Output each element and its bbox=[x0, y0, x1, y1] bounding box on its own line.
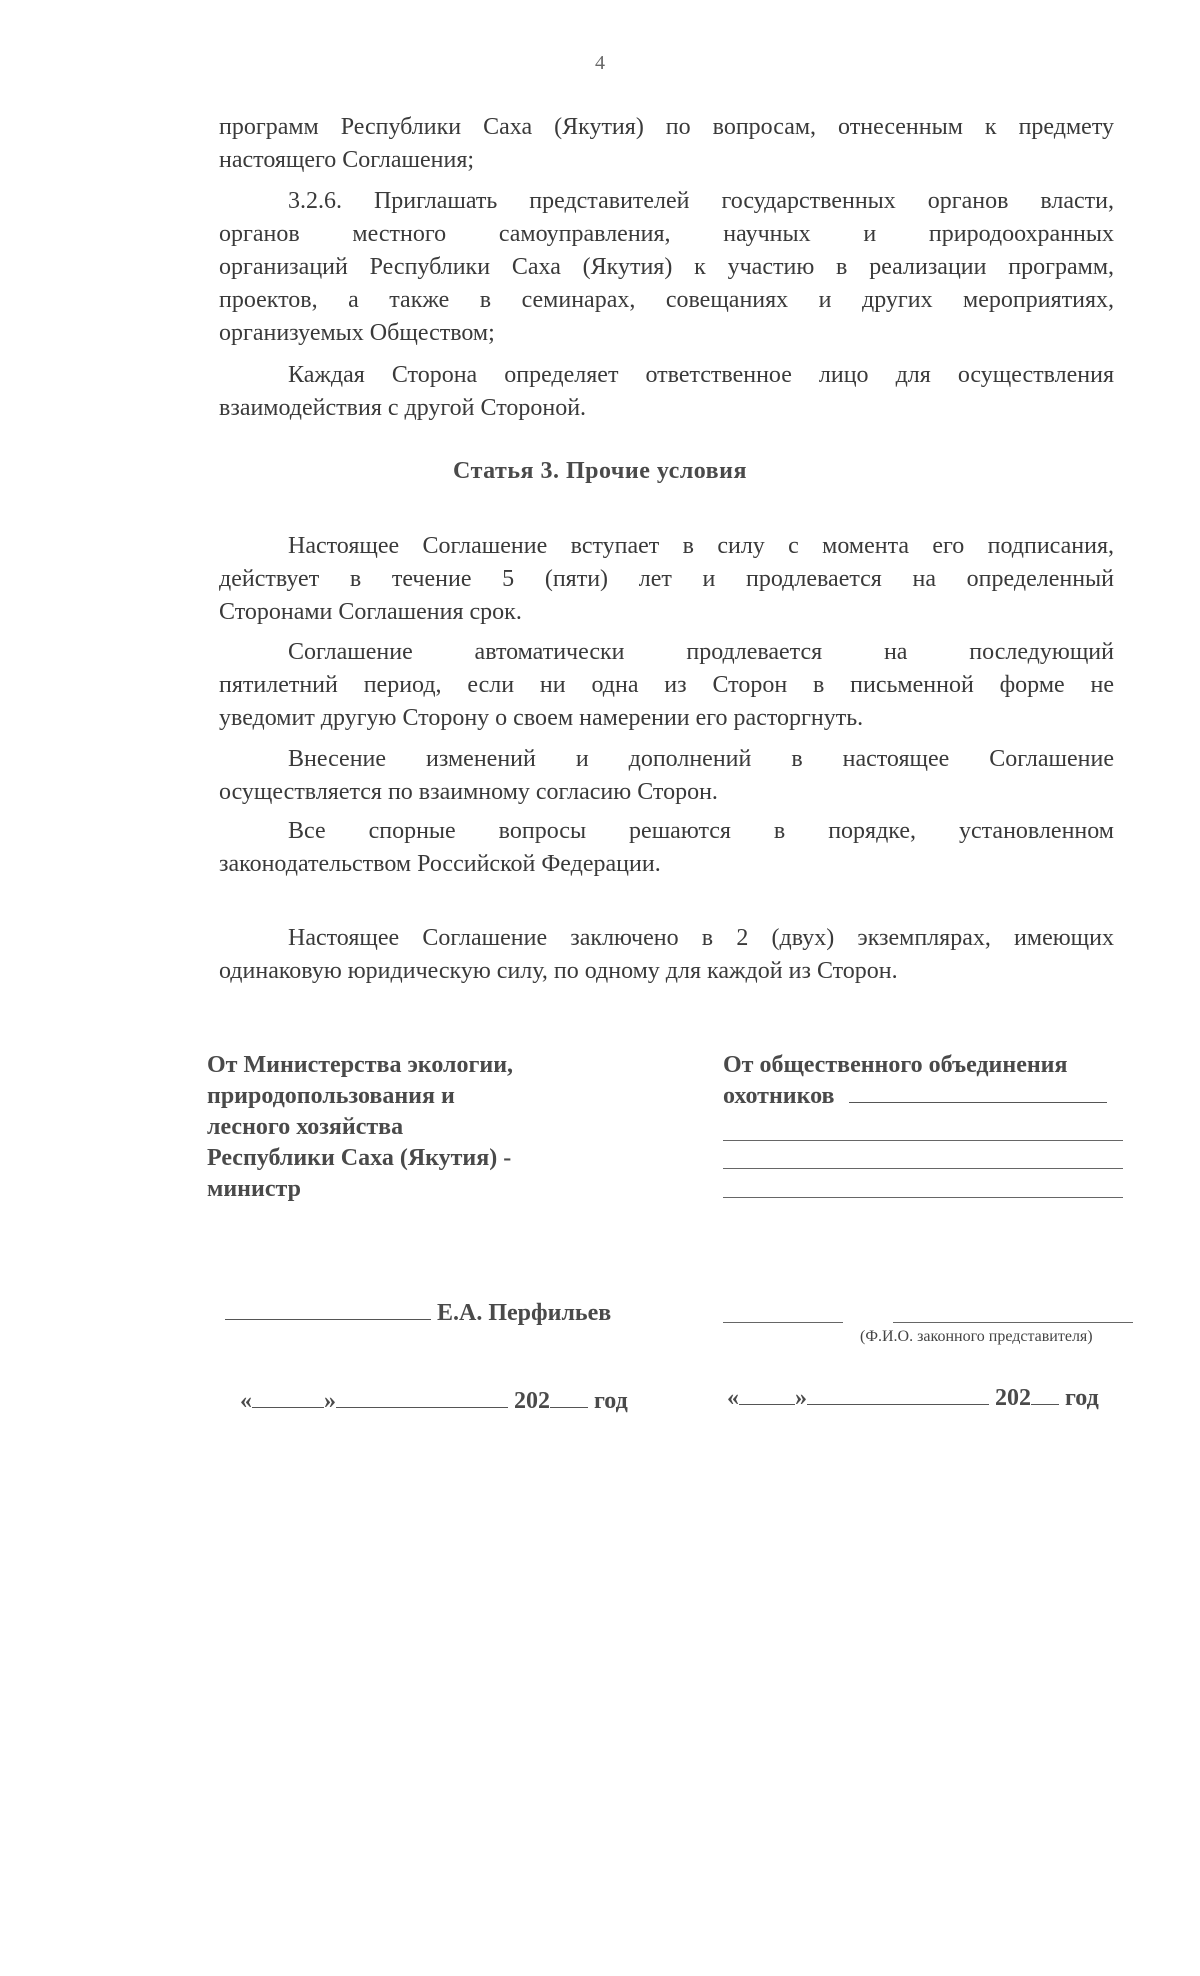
text-line: Внесение изменений и дополнений в настоящее Соглашение bbox=[288, 746, 1114, 772]
party-line: Республики Саха (Якутия) - bbox=[207, 1145, 512, 1171]
text-line: законодательством Российской Федерации. bbox=[219, 851, 661, 877]
text-line: действует в течение 5 (пяти) лет и продлевается на определенный bbox=[219, 566, 1114, 592]
date-line-left bbox=[240, 1386, 660, 1417]
blank-line bbox=[723, 1168, 1123, 1169]
party-line: министр bbox=[207, 1176, 301, 1202]
text-line: Каждая Сторона определяет ответственное лицо для осуществления bbox=[288, 362, 1114, 388]
article-heading: Статья 3. Прочие условия bbox=[453, 458, 747, 484]
text-line: взаимодействия с другой Стороной. bbox=[219, 395, 587, 421]
signature-blank bbox=[225, 1319, 431, 1320]
date-line-right bbox=[727, 1383, 1157, 1414]
party-line: От Министерства экологии, bbox=[207, 1052, 514, 1078]
paragraph-3-2-6 bbox=[219, 185, 1114, 350]
day-blank bbox=[739, 1404, 795, 1405]
date-quote-close: » bbox=[324, 1388, 336, 1414]
party-line-with-blank bbox=[723, 1081, 1143, 1112]
date-year: 202 bbox=[995, 1385, 1031, 1411]
date-quote-close: » bbox=[795, 1385, 807, 1411]
party-line: лесного хозяйства bbox=[207, 1114, 404, 1140]
text-line: осуществляется по взаимному согласию Сторон. bbox=[219, 779, 718, 805]
party-line: охотников bbox=[723, 1083, 835, 1109]
signature-blank bbox=[723, 1322, 843, 1323]
signature-block-ministry bbox=[207, 1050, 627, 1205]
paragraph-responsible-person bbox=[219, 359, 1114, 425]
date-quote-open: « bbox=[240, 1388, 252, 1414]
year-blank bbox=[550, 1407, 588, 1408]
text-line: органов местного самоуправления, научных и природоохранных bbox=[219, 221, 1114, 247]
text-line: Соглашение автоматически продлевается на последующий bbox=[288, 639, 1114, 665]
paragraph-effective bbox=[219, 530, 1114, 629]
text-line: уведомит другую Сторону о своем намерении его расторгнуть. bbox=[219, 705, 864, 731]
paragraph-program bbox=[219, 111, 1114, 177]
text-line: Настоящее Соглашение заключено в 2 (двух) экземплярах, имеющих bbox=[288, 925, 1114, 951]
paragraph-copies bbox=[219, 922, 1114, 988]
date-quote-open: « bbox=[727, 1385, 739, 1411]
text-line: Все спорные вопросы решаются в порядке, установленном bbox=[288, 818, 1114, 844]
text-line: Настоящее Соглашение вступает в силу с момента его подписания, bbox=[288, 533, 1114, 559]
paragraph-amendments bbox=[219, 743, 1114, 809]
blank-line bbox=[723, 1140, 1123, 1141]
text-line: пятилетний период, если ни одна из Сторон в письменной форме не bbox=[219, 672, 1114, 698]
date-year: 202 bbox=[514, 1388, 550, 1414]
signature-block-hunters bbox=[723, 1050, 1143, 1112]
text-line: организаций Республики Саха (Якутия) к участию в реализации программ, bbox=[219, 254, 1114, 280]
year-blank bbox=[1031, 1404, 1059, 1405]
name-caption: (Ф.И.О. законного представителя) bbox=[860, 1328, 1093, 1345]
day-blank bbox=[252, 1407, 324, 1408]
paragraph-disputes bbox=[219, 815, 1114, 881]
date-suffix: год bbox=[594, 1388, 628, 1414]
name-blank bbox=[893, 1322, 1133, 1323]
month-blank bbox=[336, 1407, 508, 1408]
party-line: природопользования и bbox=[207, 1083, 455, 1109]
text-line: проектов, а также в семинарах, совещаниях и других мероприятиях, bbox=[219, 287, 1114, 313]
blank-line bbox=[723, 1197, 1123, 1198]
text-line: организуемых Обществом; bbox=[219, 320, 495, 346]
month-blank bbox=[807, 1404, 989, 1405]
text-line: настоящего Соглашения; bbox=[219, 147, 475, 173]
text-line: программ Республики Саха (Якутия) по вопросам, отнесенным к предмету bbox=[219, 114, 1114, 140]
page-number: 4 bbox=[595, 52, 605, 74]
signer-name: Е.А. Перфильев bbox=[437, 1300, 612, 1326]
text-line: одинаковую юридическую силу, по одному для каждой из Сторон. bbox=[219, 958, 898, 984]
signer-line-left bbox=[225, 1298, 665, 1329]
text-line: 3.2.6. Приглашать представителей государственных органов власти, bbox=[288, 188, 1114, 214]
date-suffix: год bbox=[1065, 1385, 1099, 1411]
paragraph-auto-renewal bbox=[219, 636, 1114, 735]
text-line: Сторонами Соглашения срок. bbox=[219, 599, 522, 625]
party-line: От общественного объединения bbox=[723, 1052, 1068, 1078]
blank-line bbox=[849, 1102, 1107, 1103]
